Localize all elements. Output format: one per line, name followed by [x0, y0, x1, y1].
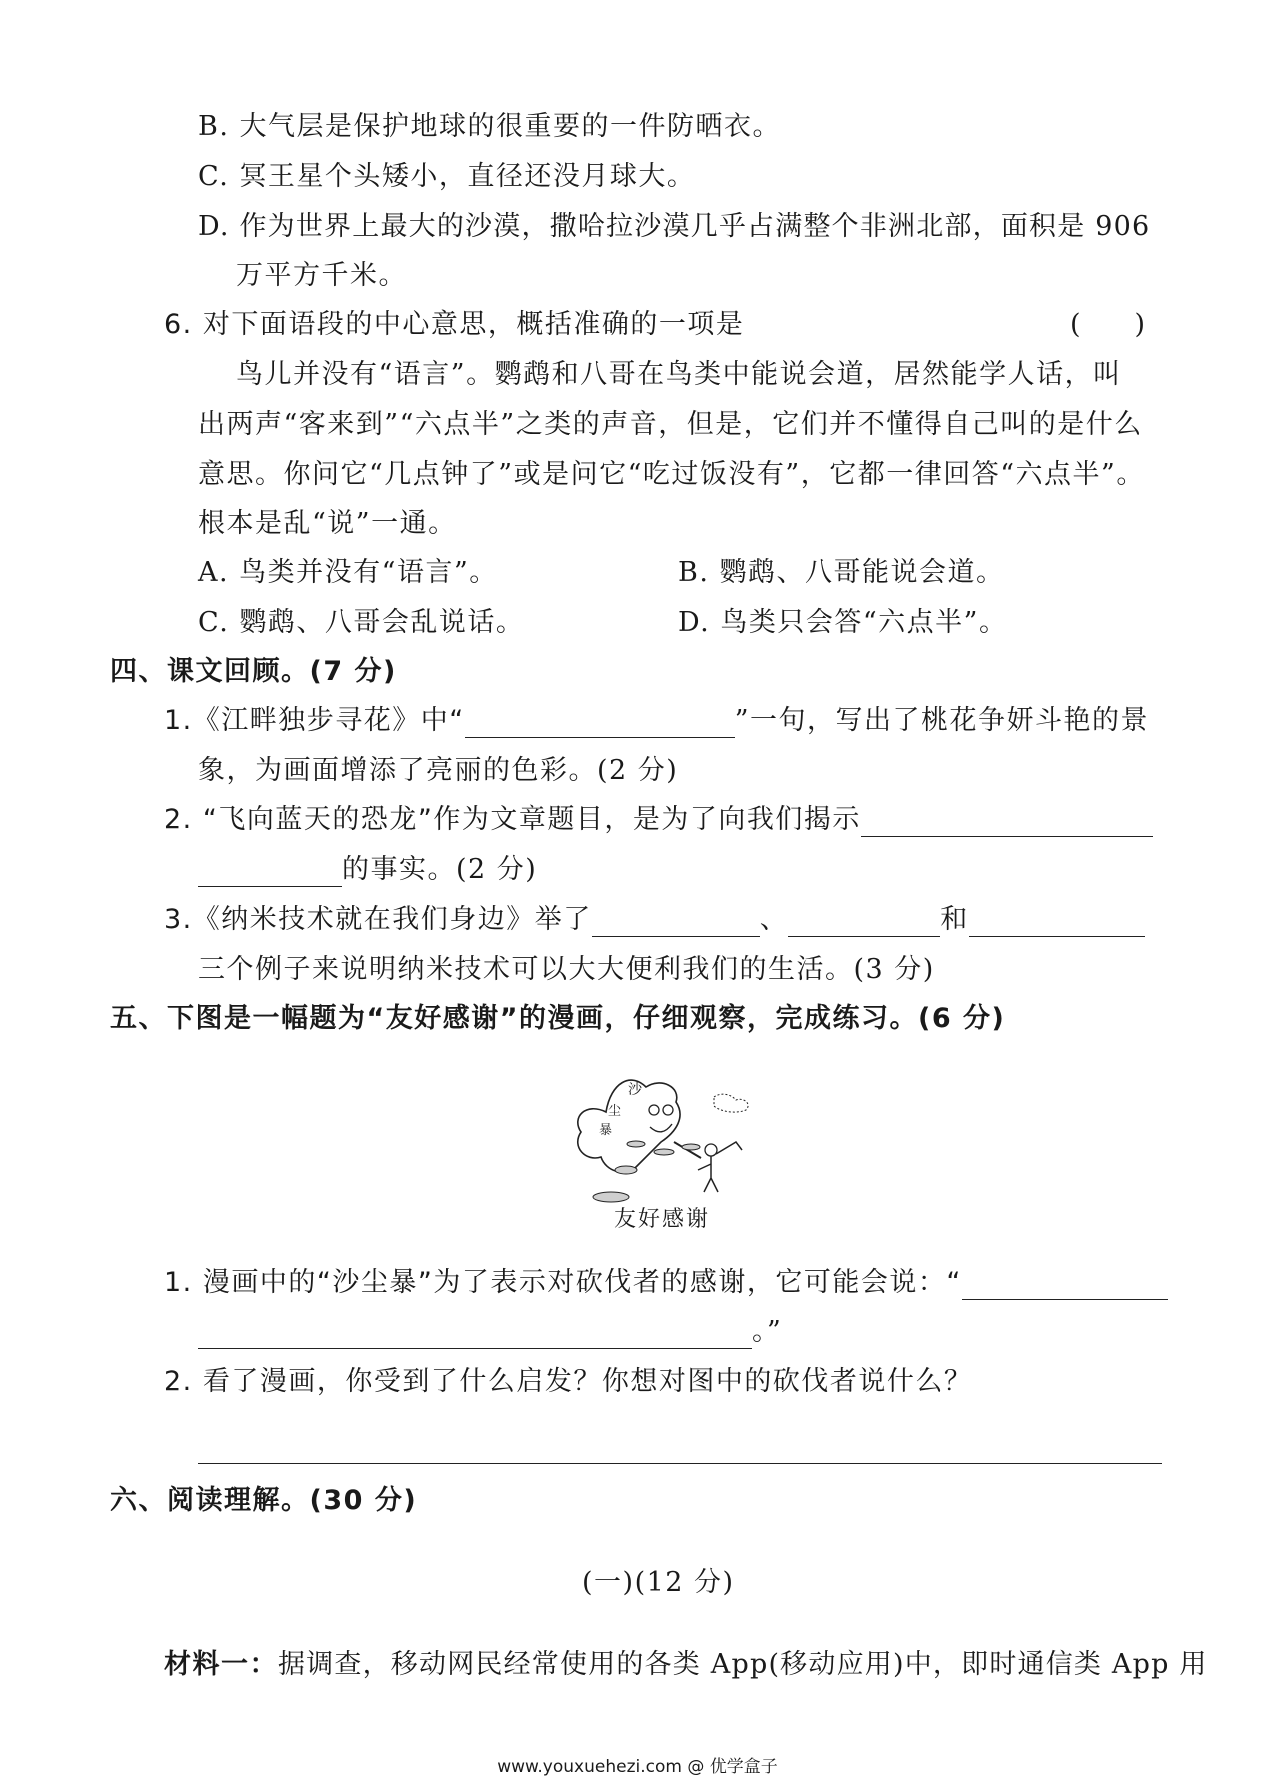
- q5-option-d-line1: D. 作为世界上最大的沙漠，撒哈拉沙漠几乎占满整个非洲北部，面积是 906: [198, 211, 1151, 242]
- section4-q3-sep2: 和: [940, 904, 969, 935]
- q6-option-c: C. 鹦鹉、八哥会乱说话。: [198, 607, 525, 638]
- section4-q3-line2: 三个例子来说明纳米技术可以大大便利我们的生活。(3 分): [198, 954, 935, 985]
- section5-q2-answer-line[interactable]: [198, 1461, 1162, 1464]
- q6-answer-paren[interactable]: ( ): [1070, 309, 1146, 340]
- comic-label-dust: 尘: [608, 1104, 622, 1119]
- section5-q1-line1: [164, 1266, 1168, 1300]
- section4-q3-line1: [164, 903, 1145, 937]
- q6-passage-line3: 意思。你问它“几点钟了”或是问它“吃过饭没有”，它都一律回答“六点半”。: [198, 459, 1145, 490]
- logger-head: [705, 1144, 717, 1156]
- q5-option-b: B. 大气层是保护地球的很重要的一件防晒衣。: [198, 111, 782, 142]
- q5-option-d-line2: 万平方千米。: [236, 260, 407, 291]
- tree-stump: [593, 1192, 629, 1202]
- comic-caption: 友好感谢: [614, 1207, 711, 1232]
- q6-stem: [164, 308, 744, 342]
- logger-body: [698, 1156, 718, 1192]
- q6-option-d: D. 鸟类只会答“六点半”。: [678, 607, 1008, 638]
- section5-q1-prefix: 1. 漫画中的“沙尘暴”为了表示对砍伐者的感谢，它可能会说：“: [164, 1267, 962, 1298]
- q5-option-c: C. 冥王星个头矮小，直径还没月球大。: [198, 161, 696, 192]
- section4-q2-blank-b[interactable]: [198, 856, 342, 887]
- tree-stump: [654, 1149, 674, 1155]
- sandstorm-eye-left: [649, 1105, 659, 1115]
- section5-q1-end: 。”: [752, 1316, 783, 1347]
- section5-q1-line2: [198, 1315, 782, 1349]
- logger-axe: [716, 1142, 742, 1154]
- section5-q1-blank-a[interactable]: [962, 1269, 1168, 1300]
- section4-q2-suffix: 的事实。(2 分): [342, 854, 538, 885]
- section4-q3-blank-1[interactable]: [592, 906, 760, 937]
- section4-q2-line1: [164, 803, 1153, 837]
- section4-q3-blank-2[interactable]: [788, 906, 940, 937]
- tree-stump: [627, 1141, 645, 1147]
- sandstorm-eye-right: [663, 1105, 673, 1115]
- comic-illustration: [566, 1072, 756, 1212]
- section4-q1-line1: [164, 704, 1149, 738]
- tree-stump: [615, 1166, 637, 1174]
- comic-label-sand: 沙: [628, 1082, 642, 1098]
- q6-passage-line1: 鸟儿并没有“语言”。鹦鹉和八哥在鸟类中能说会道，居然能学人话，叫: [236, 359, 1122, 390]
- section4-q1-prefix: 1.《江畔独步寻花》中“: [164, 705, 465, 736]
- page-footer: www.youxuehezi.com @ 优学盒子: [497, 1757, 778, 1777]
- section5-heading: 五、下图是一幅题为“友好感谢”的漫画，仔细观察，完成练习。(6 分): [110, 1003, 1006, 1034]
- section4-q3-prefix: 3.《纳米技术就在我们身边》举了: [164, 904, 592, 935]
- section5-q1-blank-b[interactable]: [198, 1318, 752, 1349]
- section4-q2-prefix: 2. “飞向蓝天的恐龙”作为文章题目，是为了向我们揭示: [164, 804, 861, 835]
- material1-text: 据调查，移动网民经常使用的各类 App(移动应用)中，即时通信类 App 用: [278, 1649, 1208, 1680]
- q6-passage-line2: 出两声“客来到”“六点半”之类的声音，但是，它们并不懂得自己叫的是什么: [198, 409, 1143, 440]
- section4-q1-suffix: ”一句，写出了桃花争妍斗艳的景: [734, 705, 1150, 736]
- q6-option-a: A. 鸟类并没有“语言”。: [198, 557, 498, 588]
- section6-material1: [164, 1648, 1208, 1682]
- section5-q2: [164, 1365, 972, 1399]
- section4-q2-blank-a[interactable]: [861, 806, 1153, 837]
- tree-stump: [682, 1144, 700, 1150]
- sandstorm-smile: [650, 1124, 672, 1132]
- section4-q3-blank-3[interactable]: [969, 906, 1145, 937]
- section4-q3-sep1: 、: [759, 904, 789, 935]
- q6-stem-text: 6. 对下面语段的中心意思，概括准确的一项是: [164, 309, 745, 340]
- section6-heading: 六、阅读理解。(30 分): [110, 1485, 418, 1516]
- section4-heading: 四、课文回顾。(7 分): [110, 656, 397, 687]
- material1-label: 材料一：: [164, 1649, 278, 1680]
- section5-q2-text: 2. 看了漫画，你受到了什么启发？你想对图中的砍伐者说什么？: [164, 1366, 973, 1397]
- section4-q1-line2: 象，为画面增添了亮丽的色彩。(2 分): [198, 755, 679, 786]
- q6-option-b: B. 鹦鹉、八哥能说会道。: [678, 557, 1005, 588]
- comic-label-storm: 暴: [599, 1123, 613, 1138]
- section4-q2-line2: [198, 853, 537, 887]
- section4-q1-blank[interactable]: [465, 707, 735, 738]
- q6-passage-line4: 根本是乱“说”一通。: [198, 508, 457, 539]
- section6-sub-heading: (一)(12 分): [582, 1567, 735, 1598]
- dust-cloud: [714, 1094, 748, 1112]
